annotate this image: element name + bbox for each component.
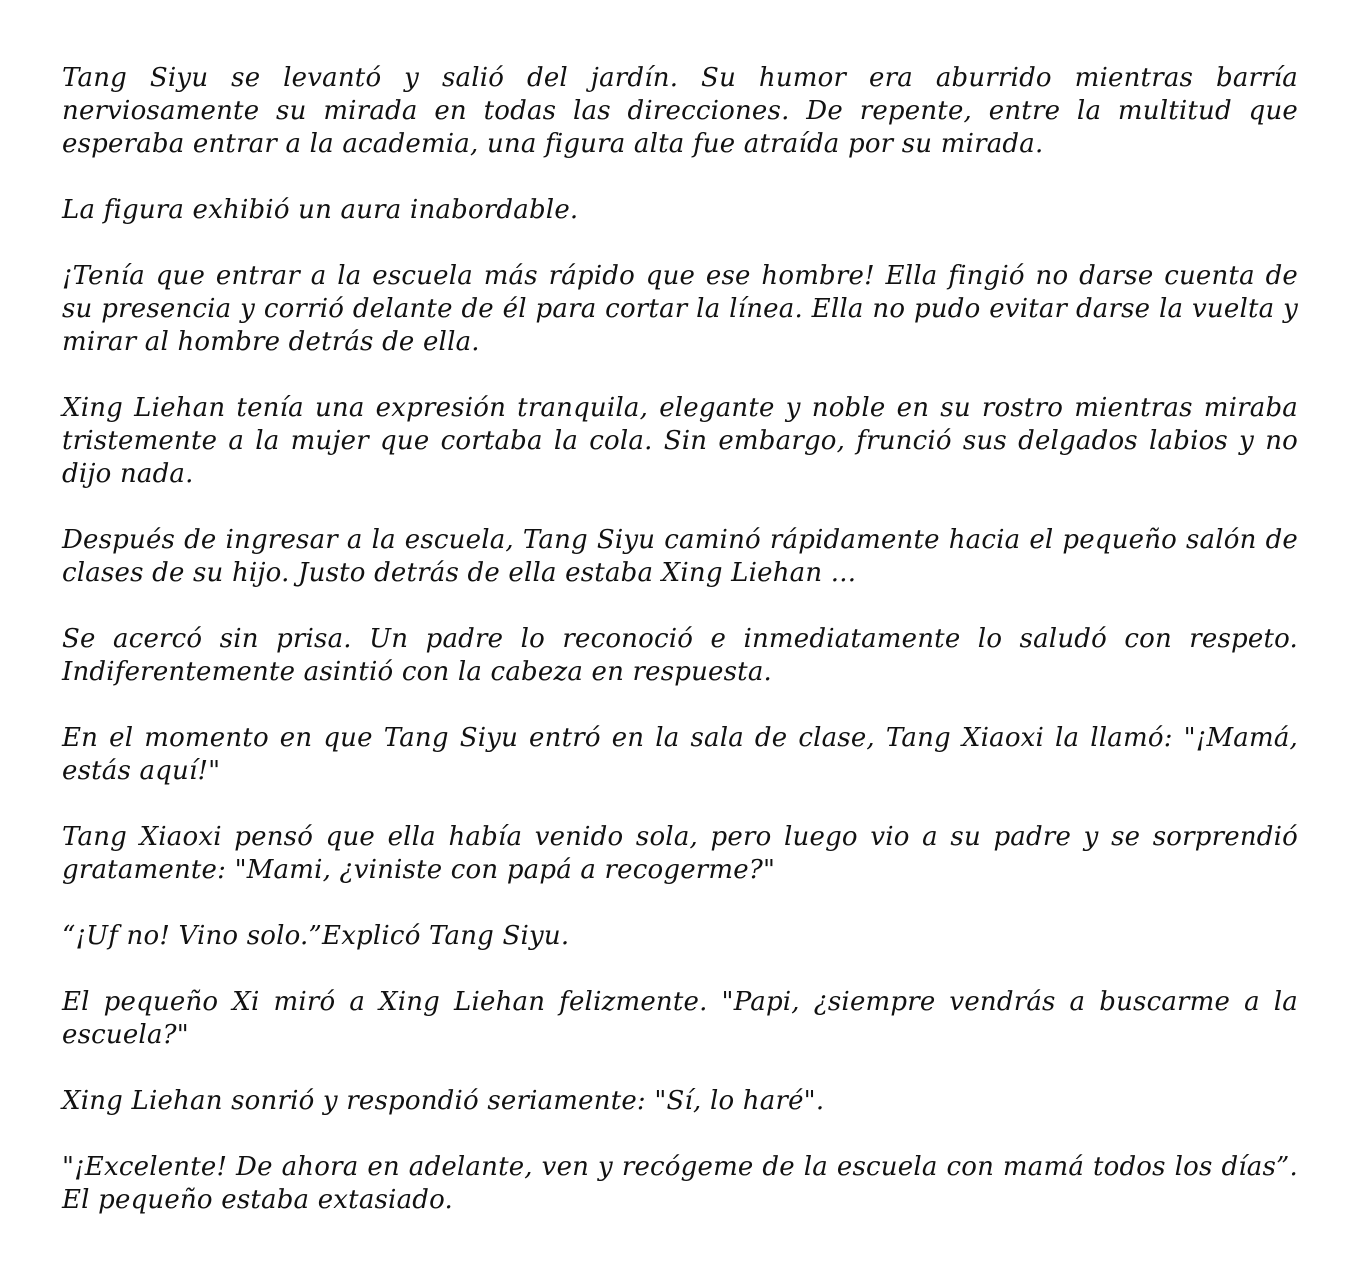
paragraph: Después de ingresar a la escuela, Tang Siyu caminó rápidamente hacia el pequeño salón de clases de su hijo. Justo detrás de ella estaba Xing Liehan ... <box>62 525 1298 588</box>
paragraph: "¡Excelente! De ahora en adelante, ven y recógeme de la escuela con mamá todos los días”. El pequeño estaba extasiado. <box>62 1152 1298 1215</box>
paragraph: El pequeño Xi miró a Xing Liehan felizmente. "Papi, ¿siempre vendrás a buscarme a la escuela?" <box>62 987 1298 1050</box>
document-body <box>62 62 1298 1217</box>
paragraph: Se acercó sin prisa. Un padre lo reconoció e inmediatamente lo saludó con respeto. Indiferentemente asintió con la cabeza en respuesta. <box>62 624 1298 687</box>
paragraph: Xing Liehan sonrió y respondió seriamente: "Sí, lo haré". <box>62 1086 825 1116</box>
paragraph: En el momento en que Tang Siyu entró en la sala de clase, Tang Xiaoxi la llamó: "¡Mamá, estás aquí!" <box>62 723 1298 786</box>
paragraph: Tang Xiaoxi pensó que ella había venido sola, pero luego vio a su padre y se sorprendió gratamente: "Mami, ¿viniste con papá a recogerme?" <box>62 822 1298 885</box>
paragraph: La figura exhibió un aura inabordable. <box>62 195 579 225</box>
paragraph: “¡Uf no! Vino solo.”Explicó Tang Siyu. <box>62 921 570 951</box>
paragraph: Xing Liehan tenía una expresión tranquila, elegante y noble en su rostro mientras miraba tristemente a la mujer que cortaba la cola. Sin embargo, frunció sus delgados labios y no dijo nada. <box>62 393 1298 489</box>
paragraph: Tang Siyu se levantó y salió del jardín. Su humor era aburrido mientras barría nerviosamente su mirada en todas las direcciones. De repente, entre la multitud que esperaba entrar a la academia, una figura alta fue atraída por su mirada. <box>62 63 1298 159</box>
paragraph: ¡Tenía que entrar a la escuela más rápido que ese hombre! Ella fingió no darse cuenta de su presencia y corrió delante de él para cortar la línea. Ella no pudo evitar darse la vuelta y mirar al hombre detrás de ella. <box>62 261 1298 357</box>
